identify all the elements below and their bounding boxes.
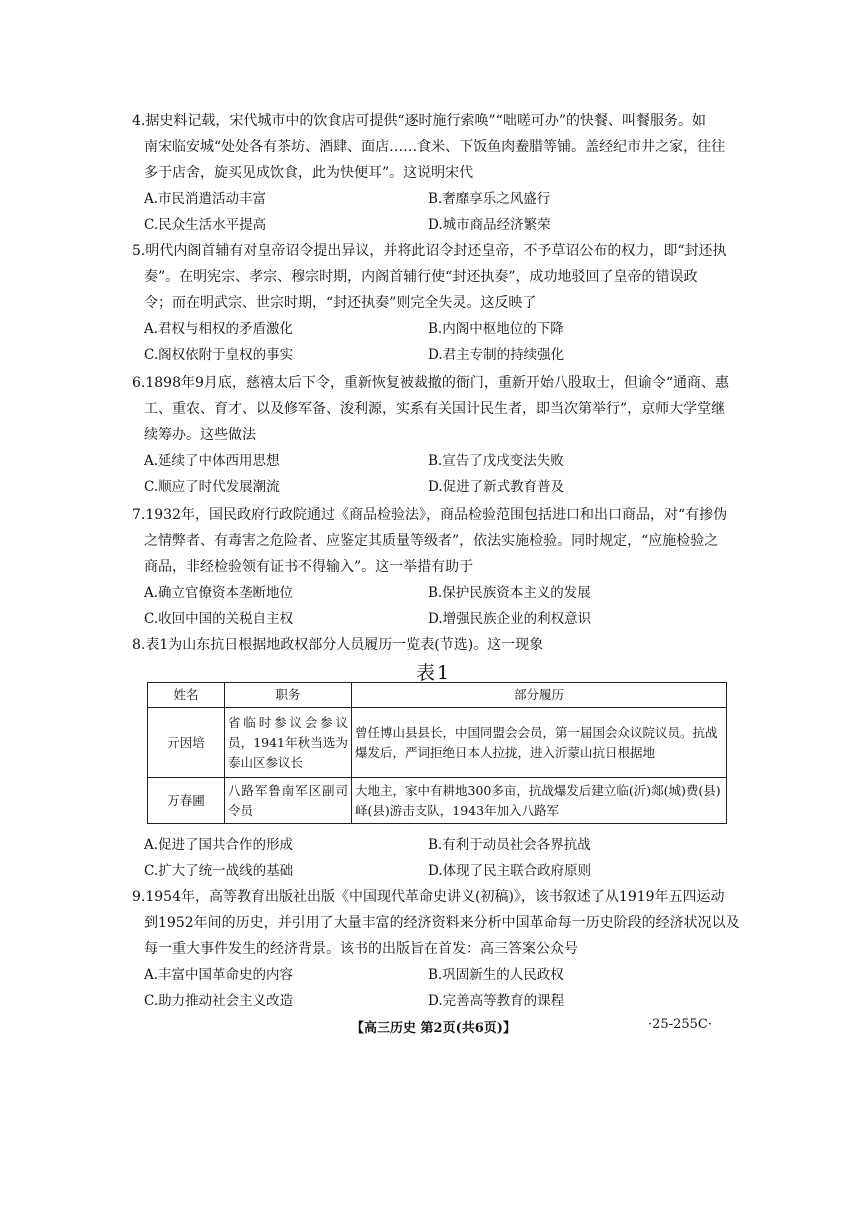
question-8-options-row-1 xyxy=(132,832,742,858)
question-4-option-c[interactable]: C.民众生活水平提高 xyxy=(144,217,267,233)
question-4-options-row-1 xyxy=(132,186,742,212)
question-8-option-b[interactable]: B.有利于动员社会各界抗战 xyxy=(428,837,591,853)
question-6-options-row-1 xyxy=(132,448,742,474)
table-row xyxy=(148,708,727,778)
question-6-option-b[interactable]: B.宣告了戊戌变法失败 xyxy=(428,453,564,469)
question-7-options-row-1 xyxy=(132,580,742,606)
question-4-option-a[interactable]: A.市民消遣活动丰富 xyxy=(144,191,267,207)
question-5-option-d[interactable]: D.君主专制的持续强化 xyxy=(428,347,565,363)
table-header-resume: 部分履历 xyxy=(352,683,727,708)
question-8 xyxy=(132,632,742,658)
question-5-option-a[interactable]: A.君权与相权的矛盾激化 xyxy=(144,321,294,337)
resume-table xyxy=(147,682,727,824)
exam-code: ·25-255C· xyxy=(648,1017,712,1032)
question-7-option-c[interactable]: C.收回中国的关税自主权 xyxy=(144,611,294,627)
question-8-options xyxy=(132,832,742,884)
table-cell-post: 省临时参议会参议员，1941年秋当选为泰山区参议长 xyxy=(225,708,352,778)
question-4-option-b[interactable]: B.奢靡享乐之风盛行 xyxy=(428,191,551,207)
question-8-line-1: 8.表1为山东抗日根据地政权部分人员履历一览表(节选)。这一现象 xyxy=(132,637,544,653)
question-5-line-2: 奏”。在明宪宗、孝宗、穆宗时期，内阁首辅行使“封还执奏”，成功地驳回了皇帝的错误政 xyxy=(144,269,698,285)
question-6-option-a[interactable]: A.延续了中体西用思想 xyxy=(144,453,280,469)
question-7-options-row-2 xyxy=(132,606,742,632)
question-7-line-1: 7.1932年，国民政府行政院通过《商品检验法》，商品检验范围包括进口和出口商品，对“有掺伪 xyxy=(132,507,728,523)
table-cell-post: 八路军鲁南军区副司令员 xyxy=(225,778,352,824)
table-cell-name: 万春圃 xyxy=(148,778,225,824)
page-number-label: 【高三历史 第2页(共6页)】 xyxy=(351,1021,516,1036)
table-header-name: 姓名 xyxy=(148,683,225,708)
question-5-line-1: 5.明代内阁首辅有对皇帝诏令提出异议，并将此诏令封还皇帝，不予草诏公布的权力，即“封还执 xyxy=(132,243,727,259)
question-4-option-d[interactable]: D.城市商品经济繁荣 xyxy=(428,217,551,233)
question-5-options-row-1 xyxy=(132,316,742,342)
table-cell-resume: 大地主，家中有耕地300多亩，抗战爆发后建立临(沂)郯(城)费(县)峄(县)游击支队，1943年加入八路军 xyxy=(352,778,727,824)
question-6-line-2: 工、重农、育才、以及修军备、浚利源，实系有关国计民生者，即当次第举行”，京师大学堂继 xyxy=(144,401,726,417)
question-5-option-b[interactable]: B.内阁中枢地位的下降 xyxy=(428,321,564,337)
table-row xyxy=(148,778,727,824)
question-9-line-2: 到1952年间的历史，并引用了大量丰富的经济资料来分析中国革命每一历史阶段的经济状况以及 xyxy=(144,915,740,931)
question-9-option-d[interactable]: D.完善高等教育的课程 xyxy=(428,993,565,1009)
table-cell-resume: 曾任博山县县长，中国同盟会会员，第一届国会众议院议员。抗战爆发后，严词拒绝日本人拉拢，进入沂蒙山抗日根据地 xyxy=(352,708,727,778)
question-5-line-3: 令；而在明武宗、世宗时期，“封还执奏”则完全失灵。这反映了 xyxy=(144,295,537,311)
question-7-line-2: 之情弊者、有毒害之危险者、应鉴定其质量等级者”，依法实施检验。同时规定，“应施检验之 xyxy=(144,533,719,549)
question-4-line-3: 多于店舍，旋买见成饮食，此为快便耳”。这说明宋代 xyxy=(144,165,474,181)
table-header-post: 职务 xyxy=(225,683,352,708)
question-9-option-a[interactable]: A.丰富中国革命史的内容 xyxy=(144,967,294,983)
question-7-option-d[interactable]: D.增强民族企业的利权意识 xyxy=(428,611,592,627)
question-6-options-row-2 xyxy=(132,474,742,500)
question-9-option-b[interactable]: B.巩固新生的人民政权 xyxy=(428,967,564,983)
question-9-options-row-2 xyxy=(132,988,742,1014)
question-9-line-3: 每一重大事件发生的经济背景。该书的出版旨在首发：高三答案公众号 xyxy=(144,941,578,957)
question-5 xyxy=(132,238,742,368)
question-9 xyxy=(132,884,742,1014)
table-title: 表1 xyxy=(415,662,452,684)
question-6-line-1: 6.1898年9月底，慈禧太后下令，重新恢复被裁撤的衙门，重新开始八股取士，但谕令“通商、惠 xyxy=(132,375,730,391)
question-9-line-1: 9.1954年，高等教育出版社出版《中国现代革命史讲义(初稿)》，该书叙述了从1919年五四运动 xyxy=(132,889,725,905)
question-4-options-row-2 xyxy=(132,212,742,238)
table-cell-name: 亓因培 xyxy=(148,708,225,778)
question-5-options-row-2 xyxy=(132,342,742,368)
question-6 xyxy=(132,370,742,500)
question-8-option-a[interactable]: A.促进了国共合作的形成 xyxy=(144,837,294,853)
question-7-option-b[interactable]: B.保护民族资本主义的发展 xyxy=(428,585,591,601)
question-6-option-c[interactable]: C.顺应了时代发展潮流 xyxy=(144,479,280,495)
question-7-option-a[interactable]: A.确立官僚资本垄断地位 xyxy=(144,585,294,601)
question-6-line-3: 续筹办。这些做法 xyxy=(144,427,256,443)
table-header-row xyxy=(148,683,727,708)
question-7 xyxy=(132,502,742,632)
question-5-option-c[interactable]: C.阁权依附于皇权的事实 xyxy=(144,347,294,363)
question-8-option-c[interactable]: C.扩大了统一战线的基础 xyxy=(144,863,294,879)
question-8-options-row-2 xyxy=(132,858,742,884)
question-6-option-d[interactable]: D.促进了新式教育普及 xyxy=(428,479,565,495)
question-9-options-row-1 xyxy=(132,962,742,988)
question-4-line-1: 4.据史料记载，宋代城市中的饮食店可提供“逐时施行索唤”“咄嗟可办”的快餐、叫餐服务。如 xyxy=(132,113,706,129)
question-9-option-c[interactable]: C.助力推动社会主义改造 xyxy=(144,993,294,1009)
question-4 xyxy=(132,108,742,238)
question-7-line-3: 商品，非经检验领有证书不得输入”。这一举措有助于 xyxy=(144,559,474,575)
question-8-option-d[interactable]: D.体现了民主联合政府原则 xyxy=(428,863,592,879)
question-4-line-2: 南宋临安城“处处各有茶坊、酒肆、面店……食米、下饭鱼肉鲞腊等铺。盖经纪市井之家，往往 xyxy=(144,139,726,155)
